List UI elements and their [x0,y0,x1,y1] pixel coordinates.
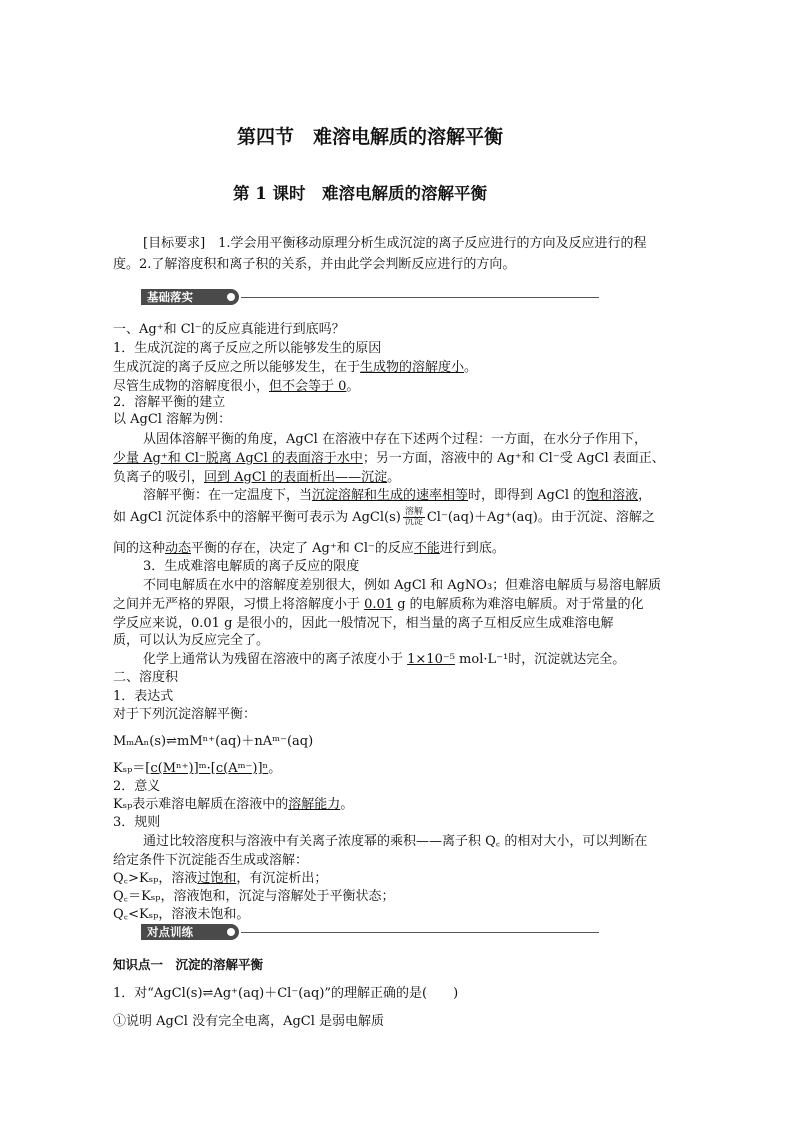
text-line: 生成沉淀的离子反应之所以能够发生，在于生成物的溶解度小。 [113,360,478,375]
bullet-icon [227,928,235,936]
question-1: 1．对“AgCl(s)⇌Ag⁺(aq)＋Cl⁻(aq)”的理解正确的是( ) [113,986,459,1001]
text-line: 尽管生成物的溶解度很小，但不会等于 0。 [113,379,360,394]
divider [241,932,599,933]
text-line: 通过比较溶度积与溶液中有关离子浓度幂的乘积——离子积 Q꜀ 的相对大小，可以判断在 [143,834,648,849]
text-line: 间的这种动态平衡的存在，决定了 Ag⁺和 Cl⁻的反应不能进行到底。 [113,541,505,556]
equation-line: MₘAₙ(s)⇌mMⁿ⁺(aq)＋nAᵐ⁻(aq) [113,734,314,749]
text-line: 不同电解质在水中的溶解度差别很大，例如 AgCl 和 AgNO₃；但难溶电解质与易溶电解质 [143,578,662,593]
answer-blank: 1×10⁻⁵ [407,652,455,667]
objective-line-1: [目标要求] 1.学会用平衡移动原理分析生成沉淀的离子反应进行的方向及反应进行的程 [143,236,647,251]
text-line: 少量 Ag⁺和 Cl⁻脱离 AgCl 的表面溶于水中；另一方面，溶液中的 Ag⁺和 Cl⁻受 AgCl 表面正、 [113,451,665,466]
subheading-6: 3．规则 [113,815,161,830]
subheading-3: 3．生成难溶电解质的离子反应的限度 [143,559,360,574]
text-line: 溶解平衡：在一定温度下，当沉淀溶解和生成的速率相等时，即得到 AgCl 的饱和溶液， [143,488,652,503]
text-line: 质，可以认为反应完全了。 [113,633,270,648]
lesson-title: 第 1 课时 难溶电解质的溶解平衡 [233,184,487,203]
answer-blank: 0.01 [364,597,394,612]
ksp-expression: Kₛₚ＝[c(Mⁿ⁺)]ᵐ·[c(Aᵐ⁻)]ⁿ。 [113,761,282,776]
question-option: ①说明 AgCl 没有完全电离，AgCl 是弱电解质 [113,1014,385,1029]
answer-blank: 但不会等于 0 [269,379,347,394]
banner-label: 对点训练 [141,924,239,940]
rule-line: Q꜀>Kₛₚ，溶液过饱和，有沉淀析出； [113,871,328,886]
answer-blank: 溶解能力 [288,797,341,812]
rule-line: Q꜀＝Kₛₚ，溶液饱和，沉淀与溶解处于平衡状态； [113,889,395,904]
answer-blank: 饱和溶液 [586,488,639,503]
section-title: 第四节 难溶电解质的溶解平衡 [236,126,503,148]
equilibrium-arrow: $\frac{\text{溶解}}{\text{沉淀}}$ [404,507,423,527]
subheading-4: 1．表达式 [113,689,174,704]
answer-blank: 回到 AgCl 的表面析出——沉淀 [204,470,388,485]
text-line: 对于下列沉淀溶解平衡： [113,707,257,722]
text-line: 给定条件下沉淀能否生成或溶解： [113,853,309,868]
answer-blank: 动态 [165,541,192,556]
subheading-1: 1．生成沉淀的离子反应之所以能够发生的原因 [113,341,382,356]
answer-blank: 沉淀溶解和生成的速率相等 [312,488,469,503]
objective-line-2: 度。2.了解溶度积和离子积的关系，并由此学会判断反应进行的方向。 [113,257,516,272]
answer-blank: 过饱和 [197,871,237,886]
answer-blank: [c(Mⁿ⁺)]ᵐ·[c(Aᵐ⁻)]ⁿ [145,761,269,776]
text-line: 从固体溶解平衡的角度，AgCl 在溶液中存在下述两个过程：一方面，在水分子作用下， [143,432,647,447]
banner-label: 基础落实 [141,289,239,305]
divider [241,297,599,298]
answer-blank: 生成物的溶解度小 [360,360,465,375]
text-line: Kₛₚ表示难溶电解质在溶液中的溶解能力。 [113,797,354,812]
subheading-5: 2．意义 [113,779,161,794]
text-line: 以 AgCl 溶解为例： [113,412,232,427]
answer-blank: 不能 [413,541,440,556]
equation-line: 如 AgCl 沉淀体系中的溶解平衡可表示为 AgCl(s) $\frac{\text{溶解}}{\text{沉淀}}$ Cl⁻(aq)＋Ag⁺(aq)。由于沉淀、溶解之 [113,507,655,527]
text-line: 学反应来说，0.01 g 是很小的，因此一般情况下，相当量的离子互相反应生成难溶电解 [113,616,614,631]
rule-line: Q꜀<Kₛₚ，溶液未饱和。 [113,907,250,922]
subheading-2: 2．溶解平衡的建立 [113,395,226,410]
answer-blank: 少量 Ag⁺和 Cl⁻脱离 AgCl 的表面溶于水中 [113,451,363,466]
text-line: 之间并无严格的界限，习惯上将溶解度小于 0.01 g 的电解质称为难溶电解质。对于常量的化 [113,597,644,612]
text-line: 化学上通常认为残留在溶液中的离子浓度小于 1×10⁻⁵ mol·L⁻¹时，沉淀就达完全。 [143,652,626,667]
knowledge-point-heading: 知识点一 沉淀的溶解平衡 [113,957,264,972]
bullet-icon [227,293,235,301]
text-line: 负离子的吸引，回到 AgCl 的表面析出——沉淀。 [113,470,401,485]
heading-1: 一、Ag⁺和 Cl⁻的反应真能进行到底吗？ [113,322,345,337]
heading-2: 二、溶度积 [113,670,179,685]
